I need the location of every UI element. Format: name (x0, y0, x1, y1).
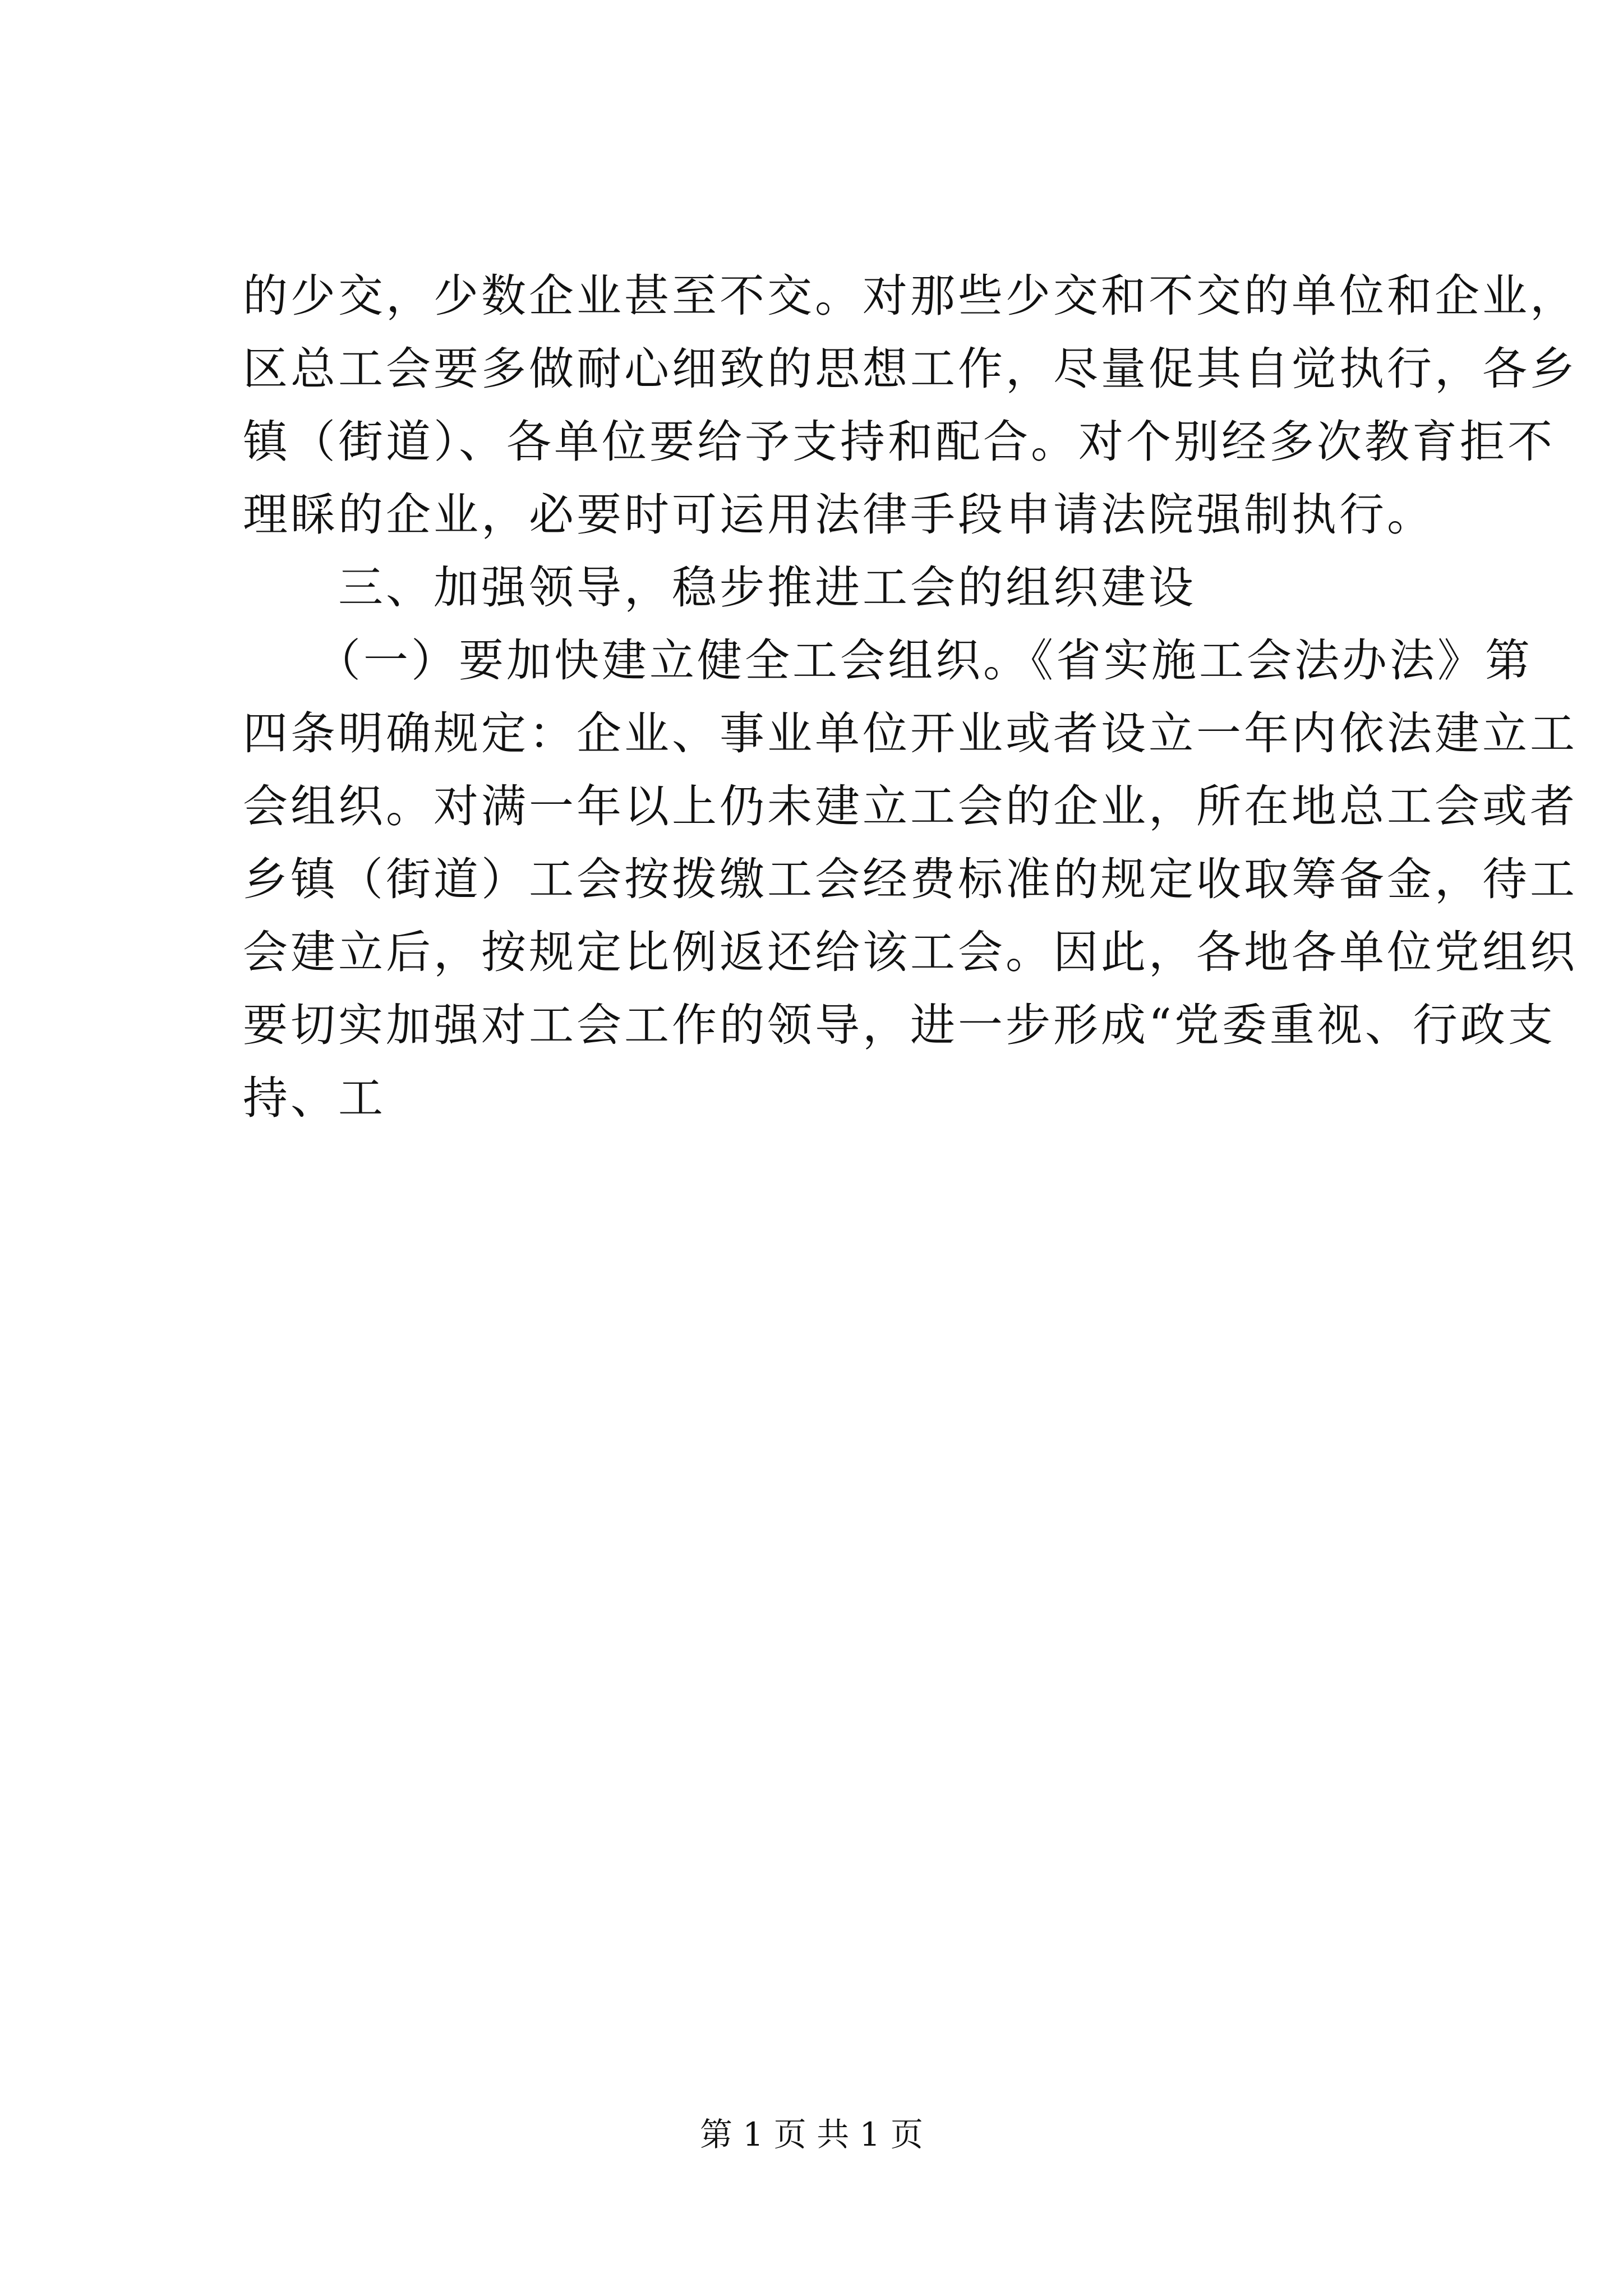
text-line: 区总工会要多做耐心细致的思想工作，尽量促其自觉执行，各乡 (243, 343, 1578, 395)
body-text (243, 263, 1578, 1138)
text-line: 理睬的企业，必要时可运用法律手段申请法院强制执行。 (243, 489, 1435, 541)
text-line: 镇（街道）、各单位要给予支持和配合。对个别经多次教育拒不 (243, 416, 1555, 468)
text-line: 的少交，少数企业甚至不交。对那些少交和不交的单位和企业， (243, 270, 1578, 322)
text-line: 会建立后，按规定比例返还给该工会。因此，各地各单位党组织 (243, 926, 1578, 978)
text-line: 乡镇（街道）工会按拨缴工会经费标准的规定收取筹备金，待工 (243, 853, 1578, 905)
text-line: 要切实加强对工会工作的领导，进一步形成“党委重视、行政支 (243, 999, 1556, 1051)
page-footer: 第 1 页 共 1 页 (700, 2115, 923, 2154)
text-line: 四条明确规定：企业、事业单位开业或者设立一年内依法建立工 (243, 707, 1578, 760)
section-heading: 三、加强领导，稳步推进工会的组织建设 (243, 562, 1196, 614)
text-line: 持、工 (243, 1072, 386, 1124)
text-line: （一）要加快建立健全工会组织。《省实施工会法办法》第 (243, 634, 1533, 687)
text-line: 会组织。对满一年以上仍未建立工会的企业，所在地总工会或者 (243, 780, 1578, 832)
